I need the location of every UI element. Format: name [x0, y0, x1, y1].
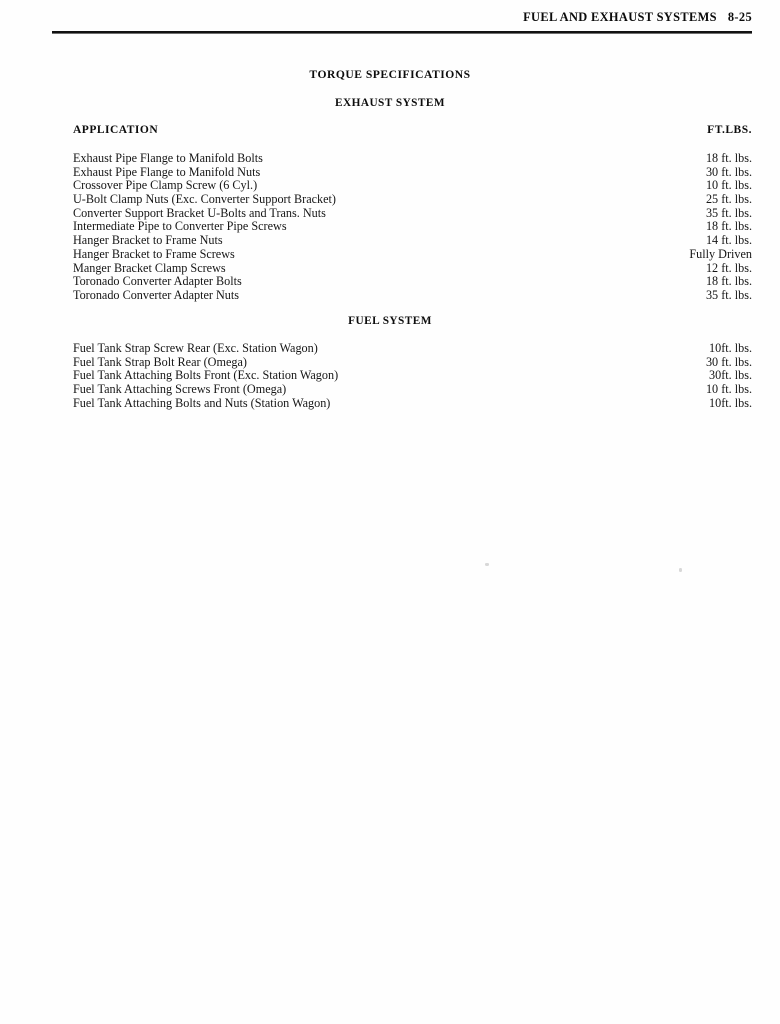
spec-torque-value: 18 ft. lbs.: [705, 219, 752, 234]
column-header-row: [73, 124, 752, 136]
spec-torque-value: 10 ft. lbs.: [705, 382, 752, 397]
spec-torque-value: 12 ft. lbs.: [705, 260, 752, 275]
spec-application-label: U-Bolt Clamp Nuts (Exc. Converter Support Bracket): [73, 192, 336, 207]
table-row: [73, 289, 752, 303]
spec-torque-value: 10 ft. lbs.: [705, 178, 752, 193]
spec-torque-value: 18 ft. lbs.: [705, 274, 752, 289]
table-row: [73, 383, 752, 397]
table-row: [73, 220, 752, 234]
spec-application-label: Toronado Converter Adapter Nuts: [73, 287, 240, 302]
spec-torque-value: 35 ft. lbs.: [705, 287, 752, 302]
spec-application-label: Hanger Bracket to Frame Nuts: [73, 233, 223, 248]
page-folio: 8-25: [727, 10, 752, 24]
spec-application-label: Exhaust Pipe Flange to Manifold Bolts: [73, 151, 263, 165]
table-row: [73, 179, 752, 193]
table-row: [73, 234, 752, 248]
spec-torque-value: Fully Driven: [689, 246, 752, 261]
spec-torque-value: 30ft. lbs.: [709, 368, 752, 383]
spec-torque-value: 14 ft. lbs.: [705, 233, 752, 248]
spec-application-label: Fuel Tank Attaching Bolts and Nuts (Station Wagon): [73, 395, 331, 410]
spec-application-label: Manger Bracket Clamp Screws: [73, 260, 226, 275]
running-head-title: FUEL AND EXHAUST SYSTEMS: [523, 10, 717, 24]
page-title: TORQUE SPECIFICATIONS: [309, 68, 471, 81]
table-row: [73, 166, 752, 180]
spec-application-label: Toronado Converter Adapter Bolts: [73, 274, 242, 289]
spec-torque-value: 10ft. lbs.: [709, 395, 752, 410]
table-row: [73, 369, 752, 383]
column-header-application: APPLICATION: [73, 124, 159, 136]
table-row: [73, 207, 752, 221]
spec-torque-value: 30 ft. lbs.: [705, 164, 752, 179]
spec-application-label: Fuel Tank Attaching Bolts Front (Exc. Station Wagon): [73, 368, 339, 383]
spec-application-label: Fuel Tank Strap Bolt Rear (Omega): [73, 354, 247, 369]
running-head: [523, 10, 752, 25]
spec-application-label: Intermediate Pipe to Converter Pipe Screws: [73, 219, 287, 234]
section-heading-fuel: FUEL SYSTEM: [348, 315, 432, 327]
spec-torque-value: 35 ft. lbs.: [705, 205, 752, 220]
spec-table-fuel: [73, 342, 752, 410]
scan-artifact: [485, 563, 489, 566]
spec-application-label: Exhaust Pipe Flange to Manifold Nuts: [73, 164, 261, 179]
scan-artifact: [679, 568, 682, 572]
spec-application-label: Hanger Bracket to Frame Screws: [73, 246, 235, 261]
header-rule: [52, 31, 752, 34]
spec-table-exhaust: [73, 152, 752, 303]
table-row: [73, 152, 752, 166]
spec-application-label: Converter Support Bracket U-Bolts and Trans. Nuts: [73, 205, 326, 220]
spec-application-label: Crossover Pipe Clamp Screw (6 Cyl.): [73, 178, 258, 193]
table-row: [73, 275, 752, 289]
table-row: [73, 397, 752, 411]
table-row: [73, 248, 752, 262]
spec-torque-value: 30 ft. lbs.: [705, 354, 752, 369]
section-heading-exhaust: EXHAUST SYSTEM: [335, 97, 445, 109]
table-row: [73, 356, 752, 370]
spec-torque-value: 25 ft. lbs.: [705, 192, 752, 207]
spec-application-label: Fuel Tank Strap Screw Rear (Exc. Station Wagon): [73, 341, 318, 355]
table-row: [73, 193, 752, 207]
spec-torque-value: 10ft. lbs.: [709, 341, 752, 355]
table-row: [73, 262, 752, 276]
spec-torque-value: 18 ft. lbs.: [705, 151, 752, 165]
column-header-torque: FT.LBS.: [707, 124, 752, 136]
spec-application-label: Fuel Tank Attaching Screws Front (Omega): [73, 382, 287, 397]
table-row: [73, 342, 752, 356]
